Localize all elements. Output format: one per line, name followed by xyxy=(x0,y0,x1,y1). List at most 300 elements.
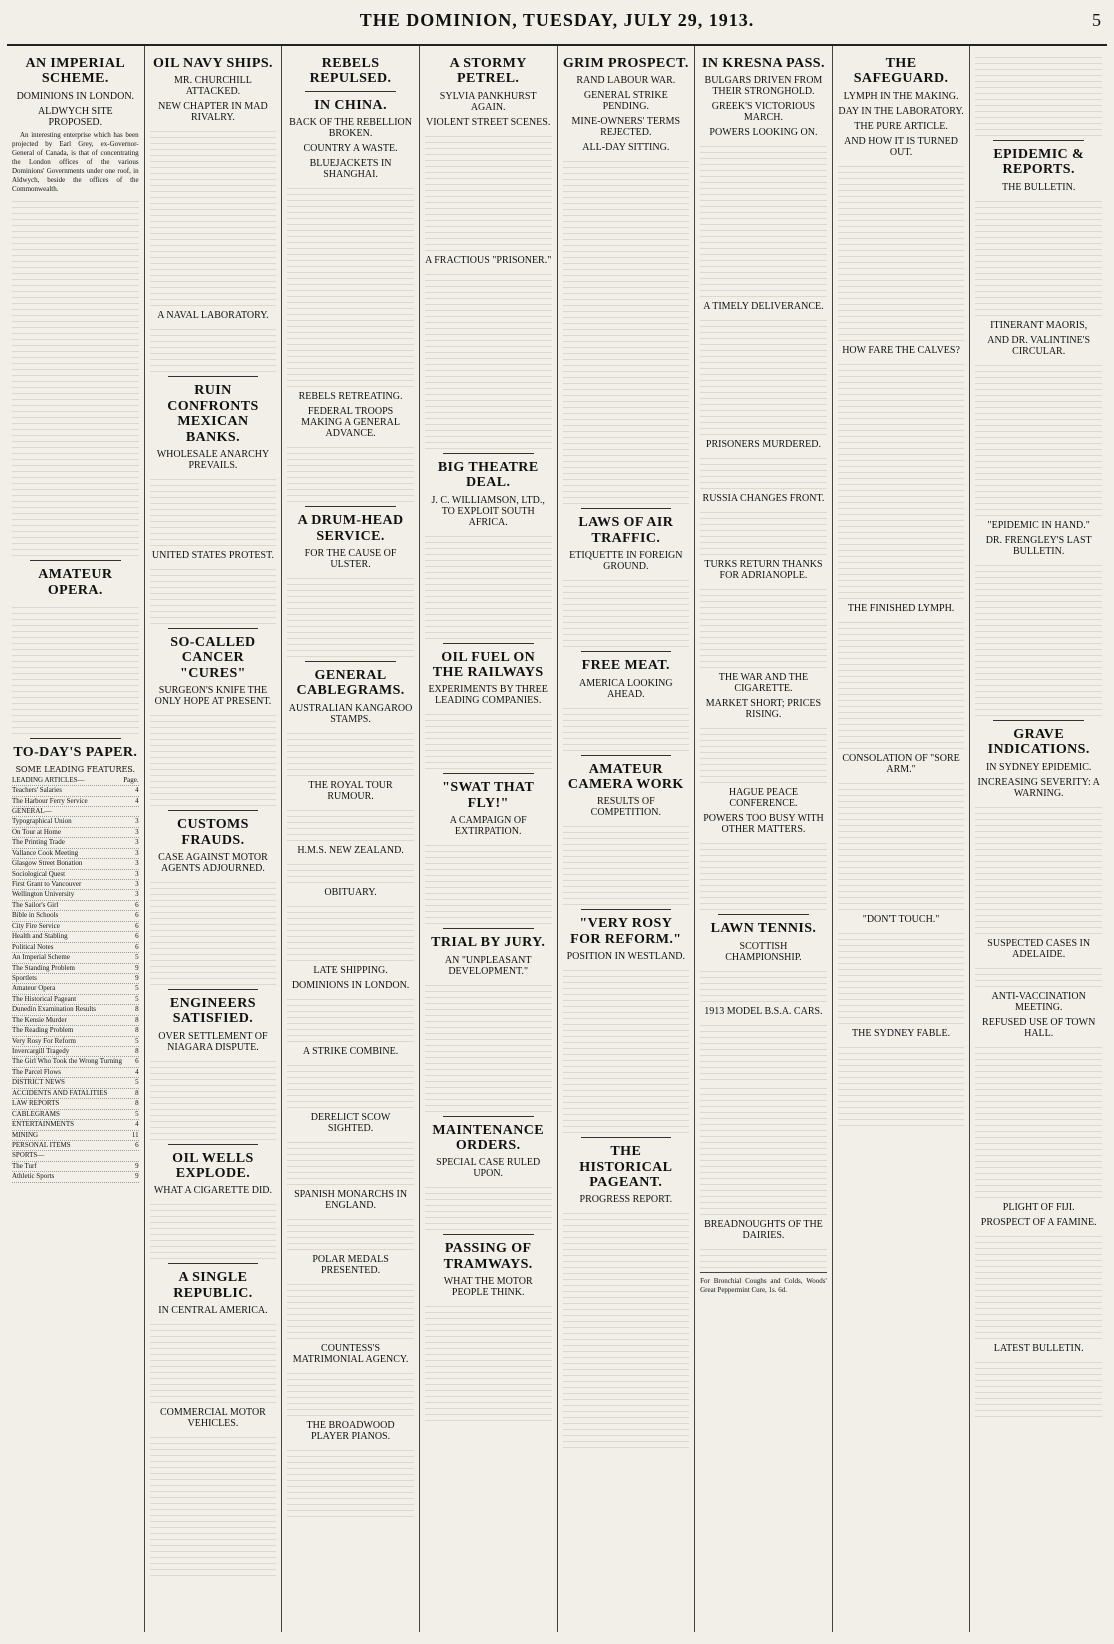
article-subheading: REBELS RETREATING. xyxy=(298,391,403,403)
contents-row xyxy=(12,1057,139,1067)
article-subheading: LYMPH IN THE MAKING. xyxy=(843,90,959,102)
contents-page: 8 xyxy=(135,1099,139,1108)
contents-item: CABLEGRAMS xyxy=(12,1109,60,1118)
article-headline: CUSTOMS FRAUDS. xyxy=(177,817,249,848)
article-headline: SO-CALLED CANCER "CURES" xyxy=(170,634,256,681)
text-lines xyxy=(287,1279,414,1339)
body-text-block xyxy=(150,1319,277,1403)
article-headline: RUIN CONFRONTS MEXICAN BANKS. xyxy=(167,383,259,445)
contents-item: MINING xyxy=(12,1130,39,1139)
text-lines xyxy=(287,183,414,387)
contents-item: City Fire Service xyxy=(12,921,60,930)
contents-page: 6 xyxy=(135,921,139,930)
article-headline: A SINGLE REPUBLIC. xyxy=(173,1270,253,1301)
contents-page: 9 xyxy=(135,1161,139,1170)
body-text-block xyxy=(975,1231,1102,1339)
article-subheading: AND DR. VALINTINE'S CIRCULAR. xyxy=(987,334,1091,357)
body-text-block xyxy=(700,1083,827,1215)
article-subheading: PLIGHT OF FIJI. xyxy=(1002,1201,1075,1213)
column-rule xyxy=(168,1144,259,1145)
article-subheading: SYLVIA PANKHURST AGAIN. xyxy=(439,90,537,113)
contents-page: 8 xyxy=(135,1047,139,1055)
contents-item: Sociological Quest xyxy=(12,869,66,878)
article-subheading: CONSOLATION OF "SORE ARM." xyxy=(842,752,960,775)
article-subheading: WHAT A CIGARETTE DID. xyxy=(153,1185,272,1197)
column-rule xyxy=(581,651,672,652)
text-lines xyxy=(425,709,552,769)
text-lines xyxy=(975,1042,1102,1198)
body-text-block xyxy=(838,617,965,749)
body-text-block xyxy=(150,1056,277,1140)
text-lines xyxy=(700,584,827,668)
contents-item: LEADING ARTICLES— xyxy=(12,775,85,784)
article-subheading: AN "UNPLEASANT DEVELOPMENT." xyxy=(444,954,532,977)
article-subheading: DR. FRENGLEY'S LAST BULLETIN. xyxy=(985,534,1092,557)
body-text-block xyxy=(287,1137,414,1185)
article-subheading: GREEK'S VICTORIOUS MARCH. xyxy=(711,101,816,124)
body-text-block xyxy=(425,840,552,924)
contents-item: The Kensie Murder xyxy=(12,1015,67,1024)
contents-page: 3 xyxy=(135,880,139,888)
text-lines xyxy=(150,564,277,624)
column-rule xyxy=(443,453,534,454)
contents-item: The Standing Problem xyxy=(12,963,75,972)
body-text-block xyxy=(150,710,277,806)
contents-row xyxy=(12,943,139,953)
article-headline: EPIDEMIC & REPORTS. xyxy=(993,147,1085,178)
article-subheading: LATEST BULLETIN. xyxy=(993,1342,1084,1354)
contents-row xyxy=(12,1120,139,1130)
body-text-block xyxy=(700,141,827,297)
column-rule xyxy=(581,909,672,910)
text-lines xyxy=(838,928,965,1024)
article-headline: IN CHINA. xyxy=(314,97,387,113)
contents-page: 4 xyxy=(135,796,139,805)
body-text-block xyxy=(838,161,965,341)
article-paragraph: An interesting enterprise which has been projected by Earl Grey, ex-Governor-General of Canada, is that of concentrating the London offices of the various Dominions' Governments under one roof, in Aldwych, beside the offices of the Commonwealth. xyxy=(12,130,139,193)
contents-item: The Reading Problem xyxy=(12,1026,74,1035)
text-lines xyxy=(975,560,1102,716)
article-headline: PASSING OF TRAMWAYS. xyxy=(443,1241,533,1272)
body-text-block xyxy=(150,324,277,372)
text-lines xyxy=(287,994,414,1042)
article-headline: TO-DAY'S PAPER. xyxy=(13,745,138,761)
body-text-block xyxy=(150,1432,277,1576)
body-text-block xyxy=(150,1199,277,1259)
body-text-block xyxy=(287,859,414,883)
contents-row xyxy=(12,1172,139,1182)
contents-page: 3 xyxy=(135,817,139,826)
article-subheading: ANTI-VACCINATION MEETING. xyxy=(991,990,1086,1013)
article-subheading: WHAT THE MOTOR PEOPLE THINK. xyxy=(443,1276,533,1299)
article-subheading: THE SYDNEY FABLE. xyxy=(852,1027,951,1039)
contents-row xyxy=(12,786,139,796)
article-headline: FREE MEAT. xyxy=(581,658,670,674)
contents-item: SPORTS— xyxy=(12,1151,45,1160)
contents-row xyxy=(12,1141,139,1151)
body-text-block xyxy=(700,507,827,555)
text-lines xyxy=(287,1060,414,1108)
article-subheading: AMERICA LOOKING AHEAD. xyxy=(579,677,673,700)
body-text-block xyxy=(838,1042,965,1126)
article-headline: BIG THEATRE DEAL. xyxy=(437,459,539,491)
article-headline: OIL FUEL ON THE RAILWAYS xyxy=(432,649,544,680)
body-text-block xyxy=(12,196,139,556)
article-subheading: SPANISH MONARCHS IN ENGLAND. xyxy=(294,1188,408,1211)
article-subheading: FEDERAL TROOPS MAKING A GENERAL ADVANCE. xyxy=(301,406,400,440)
body-text-block xyxy=(700,584,827,668)
contents-row xyxy=(12,1089,139,1099)
text-lines xyxy=(700,723,827,783)
body-text-block xyxy=(287,1368,414,1416)
article-subheading: POLAR MEDALS PRESENTED. xyxy=(312,1253,389,1276)
text-lines xyxy=(287,573,414,657)
contents-page: 3 xyxy=(135,890,139,899)
article-subheading: SCOTTISH CHAMPIONSHIP. xyxy=(725,940,802,963)
article-subheading: EXPERIMENTS BY THREE LEADING COMPANIES. xyxy=(428,684,548,707)
text-lines xyxy=(150,1319,277,1403)
text-lines xyxy=(425,269,552,449)
contents-item: Wellington University xyxy=(12,890,75,899)
body-text-block xyxy=(287,994,414,1042)
article-headline: AMATEUR OPERA. xyxy=(38,567,113,598)
contents-row xyxy=(12,849,139,859)
contents-page: 8 xyxy=(135,1088,139,1097)
contents-row xyxy=(12,974,139,984)
body-text-block xyxy=(287,901,414,961)
text-lines xyxy=(287,1445,414,1517)
contents-page: 8 xyxy=(135,1015,139,1024)
body-text-block xyxy=(838,359,965,599)
article-headline: GRIM PROSPECT. xyxy=(562,56,689,71)
text-lines xyxy=(150,710,277,806)
text-lines xyxy=(838,1042,965,1126)
column-3 xyxy=(282,46,420,1632)
body-text-block xyxy=(425,709,552,769)
advertisement: For Bronchial Coughs and Colds, Woods' Great Peppermint Cure, 1s. 6d. xyxy=(700,1272,827,1295)
text-lines xyxy=(975,360,1102,516)
contents-item: The Harbour Ferry Service xyxy=(12,796,88,805)
article-headline: "VERY ROSY FOR REFORM." xyxy=(570,916,682,947)
contents-page: 6 xyxy=(135,1057,139,1066)
article-headline: GRAVE INDICATIONS. xyxy=(987,726,1090,758)
body-text-block xyxy=(150,564,277,624)
contents-page: 5 xyxy=(135,994,139,1003)
article-headline: LAWN TENNIS. xyxy=(710,921,817,937)
article-subheading: COUNTRY A WASTE. xyxy=(303,143,398,155)
article-subheading: SUSPECTED CASES IN ADELAIDE. xyxy=(987,937,1091,960)
contents-row xyxy=(12,807,139,817)
contents-item: The Sailor's Girl xyxy=(12,900,59,909)
contents-page: 3 xyxy=(135,838,139,847)
article-subheading: A TIMELY DELIVERANCE. xyxy=(703,301,824,313)
column-rule xyxy=(993,720,1084,721)
article-subheading: COUNTESS'S MATRIMONIAL AGENCY. xyxy=(292,1342,409,1365)
body-text-block xyxy=(700,453,827,489)
text-lines xyxy=(150,877,277,985)
contents-row xyxy=(12,953,139,963)
text-lines xyxy=(838,617,965,749)
contents-row xyxy=(12,1037,139,1047)
text-lines xyxy=(425,980,552,1112)
contents-item: The Printing Trade xyxy=(12,838,65,847)
article-subheading: THE WAR AND THE CIGARETTE. xyxy=(718,672,809,695)
article-headline: MAINTENANCE ORDERS. xyxy=(432,1122,545,1153)
article-subheading: COMMERCIAL MOTOR VEHICLES. xyxy=(160,1407,266,1430)
article-subheading: IN SYDNEY EPIDEMIC. xyxy=(985,761,1092,773)
column-rule xyxy=(168,376,259,377)
article-headline: A DRUM-HEAD SERVICE. xyxy=(297,513,404,544)
article-subheading: SPECIAL CASE RULED UPON. xyxy=(436,1157,541,1180)
text-lines xyxy=(563,703,690,751)
article-subheading: REFUSED USE OF TOWN HALL. xyxy=(982,1016,1096,1039)
article-subheading: WHOLESALE ANARCHY PREVAILS. xyxy=(156,448,270,471)
article-subheading: DAY IN THE LABORATORY. xyxy=(838,105,964,117)
contents-row xyxy=(12,995,139,1005)
column-rule xyxy=(443,928,534,929)
article-headline: REBELS REPULSED. xyxy=(309,56,392,87)
article-subheading: ALDWYCH SITE PROPOSED. xyxy=(37,105,113,128)
text-lines xyxy=(287,1214,414,1250)
contents-row xyxy=(12,1110,139,1120)
contents-item: Glasgow Street Bonation xyxy=(12,859,83,868)
contents-item: Teachers' Salaries xyxy=(12,786,62,795)
contents-item: First Grant to Vancouver xyxy=(12,880,82,888)
contents-page: 3 xyxy=(135,859,139,868)
contents-item: On Tour at Home xyxy=(12,827,61,836)
contents-item: DISTRICT NEWS xyxy=(12,1078,65,1087)
contents-page: 9 xyxy=(135,963,139,972)
contents-row xyxy=(12,964,139,974)
contents-item: Invercargill Tragedy xyxy=(12,1047,70,1055)
column-rule xyxy=(305,91,396,92)
column-rule xyxy=(168,989,259,990)
article-subheading: MR. CHURCHILL ATTACKED. xyxy=(174,75,252,98)
contents-row xyxy=(12,1151,139,1161)
article-headline: IN KRESNA PASS. xyxy=(702,56,825,71)
text-lines xyxy=(425,131,552,251)
masthead xyxy=(7,4,1107,46)
body-text-block xyxy=(700,1244,827,1268)
column-rule xyxy=(168,628,259,629)
text-lines xyxy=(975,1357,1102,1417)
text-lines xyxy=(700,141,827,297)
column-rule xyxy=(443,1116,534,1117)
contents-page: 6 xyxy=(135,942,139,951)
column-7 xyxy=(833,46,971,1632)
article-subheading: DERELICT SCOW SIGHTED. xyxy=(310,1111,391,1134)
contents-list xyxy=(12,776,139,1183)
column-rule xyxy=(443,773,534,774)
contents-page: 5 xyxy=(135,1078,139,1087)
article-subheading: RUSSIA CHANGES FRONT. xyxy=(702,493,825,505)
body-text-block xyxy=(563,821,690,905)
article-subheading: PRISONERS MURDERED. xyxy=(705,439,821,451)
contents-row xyxy=(12,890,139,900)
article-subheading: A CAMPAIGN OF EXTIRPATION. xyxy=(449,815,527,838)
text-lines xyxy=(975,802,1102,934)
article-subheading: AUSTRALIAN KANGAROO STAMPS. xyxy=(288,702,413,725)
contents-row xyxy=(12,1099,139,1109)
article-subheading: BREADNOUGHTS OF THE DAIRIES. xyxy=(704,1218,823,1241)
text-lines xyxy=(563,156,690,504)
article-subheading: ALL-DAY SITTING. xyxy=(582,142,670,154)
text-lines xyxy=(425,1182,552,1230)
text-lines xyxy=(700,453,827,489)
column-rule xyxy=(581,755,672,756)
body-text-block xyxy=(563,575,690,647)
article-headline: TRIAL BY JURY. xyxy=(431,935,546,951)
text-lines xyxy=(700,315,827,435)
contents-row xyxy=(12,901,139,911)
body-text-block xyxy=(975,560,1102,716)
text-lines xyxy=(838,778,965,910)
contents-row xyxy=(12,1016,139,1026)
body-text-block xyxy=(150,474,277,546)
article-subheading: A STRIKE COMBINE. xyxy=(302,1045,399,1057)
article-subheading: THE ROYAL TOUR RUMOUR. xyxy=(308,779,393,802)
column-1 xyxy=(7,46,145,1632)
body-text-block xyxy=(425,269,552,449)
column-rule xyxy=(443,643,534,644)
body-text-block xyxy=(700,838,827,910)
body-text-block xyxy=(975,360,1102,516)
column-2 xyxy=(145,46,283,1632)
article-subheading: UNITED STATES PROTEST. xyxy=(151,549,274,561)
contents-row xyxy=(12,880,139,890)
text-lines xyxy=(287,728,414,776)
contents-row xyxy=(12,1005,139,1015)
column-rule xyxy=(581,508,672,509)
text-lines xyxy=(425,840,552,924)
text-lines xyxy=(150,1432,277,1576)
text-lines xyxy=(700,1020,827,1080)
article-subheading: H.M.S. NEW ZEALAND. xyxy=(297,844,404,856)
body-text-block xyxy=(975,196,1102,316)
body-text-block xyxy=(287,1279,414,1339)
article-headline: LAWS OF AIR TRAFFIC. xyxy=(578,515,674,546)
body-text-block xyxy=(563,703,690,751)
article-subheading: RAND LABOUR WAR. xyxy=(576,75,676,87)
contents-item: Athletic Sports xyxy=(12,1172,55,1181)
body-text-block xyxy=(975,802,1102,934)
article-subheading: OVER SETTLEMENT OF NIAGARA DISPUTE. xyxy=(158,1030,268,1053)
page-number: 5 xyxy=(1092,10,1101,30)
body-text-block xyxy=(700,1020,827,1080)
body-text-block xyxy=(975,52,1102,136)
article-subheading: J. C. WILLIAMSON, LTD., TO EXPLOIT SOUTH AFRICA. xyxy=(431,494,545,528)
text-lines xyxy=(700,1244,827,1268)
article-subheading: BACK OF THE REBELLION BROKEN. xyxy=(289,117,412,140)
article-headline: GENERAL CABLEGRAMS. xyxy=(296,667,405,699)
body-text-block xyxy=(563,156,690,504)
contents-item: Vallance Cook Meeting xyxy=(12,848,79,857)
text-lines xyxy=(563,965,690,1133)
column-rule xyxy=(581,1137,672,1138)
text-lines xyxy=(563,821,690,905)
article-subheading: THE BULLETIN. xyxy=(1002,181,1076,193)
contents-page: 5 xyxy=(135,953,139,962)
text-lines xyxy=(150,474,277,546)
contents-item: Political Notes xyxy=(12,942,54,951)
column-rule xyxy=(718,914,809,915)
article-subheading: 1913 MODEL B.S.A. CARS. xyxy=(704,1005,823,1017)
text-lines xyxy=(425,531,552,639)
contents-page: 4 xyxy=(135,1067,139,1076)
contents-item: ACCIDENTS AND FATALITIES xyxy=(12,1088,108,1097)
contents-page: Page. xyxy=(123,775,139,784)
newspaper-page xyxy=(7,4,1107,1634)
text-lines xyxy=(287,859,414,883)
contents-page: 6 xyxy=(135,911,139,920)
contents-page: 3 xyxy=(135,848,139,857)
contents-page: 11 xyxy=(131,1130,139,1139)
contents-page: 3 xyxy=(135,869,139,878)
article-subheading: "DON'T TOUCH." xyxy=(862,913,940,925)
columns xyxy=(7,46,1107,1632)
body-text-block xyxy=(287,728,414,776)
contents-item: Dunedin Examination Results xyxy=(12,1005,96,1014)
article-subheading: RESULTS OF COMPETITION. xyxy=(590,796,661,819)
text-lines xyxy=(287,901,414,961)
body-text-block xyxy=(425,1182,552,1230)
text-lines xyxy=(287,805,414,841)
contents-item: Amateur Opera xyxy=(12,984,56,993)
contents-row xyxy=(12,1026,139,1036)
contents-item: An Imperial Scheme xyxy=(12,953,70,962)
article-subheading: HOW FARE THE CALVES? xyxy=(842,344,960,356)
contents-row xyxy=(12,797,139,807)
column-4 xyxy=(420,46,558,1632)
article-subheading: ETIQUETTE IN FOREIGN GROUND. xyxy=(569,550,683,573)
contents-item: The Girl Who Took the Wrong Turning xyxy=(12,1057,123,1066)
text-lines xyxy=(12,196,139,556)
article-subheading: DOMINIONS IN LONDON. xyxy=(291,979,410,991)
article-headline: A STORMY PETREL. xyxy=(449,56,527,87)
article-subheading: PROGRESS REPORT. xyxy=(579,1194,673,1206)
article-subheading: INCREASING SEVERITY: A WARNING. xyxy=(977,776,1100,799)
contents-item: GENERAL— xyxy=(12,806,52,815)
contents-row xyxy=(12,859,139,869)
contents-item: LAW REPORTS xyxy=(12,1099,60,1108)
contents-item: Health and Stabling xyxy=(12,932,68,941)
body-text-block xyxy=(12,602,139,734)
text-lines xyxy=(700,507,827,555)
article-subheading: HAGUE PEACE CONFERENCE. xyxy=(728,787,799,810)
contents-row xyxy=(12,1162,139,1172)
column-rule xyxy=(168,1263,259,1264)
masthead-title: THE DOMINION, TUESDAY, JULY 29, 1913. xyxy=(359,10,755,30)
article-subheading: OBITUARY. xyxy=(324,886,377,898)
article-subheading: CASE AGAINST MOTOR AGENTS ADJOURNED. xyxy=(158,851,268,874)
toc-subtitle: SOME LEADING FEATURES. xyxy=(15,764,136,774)
article-subheading: AND HOW IT IS TURNED OUT. xyxy=(844,135,958,158)
body-text-block xyxy=(287,573,414,657)
article-subheading: DOMINIONS IN LONDON. xyxy=(16,90,135,102)
contents-item: Very Rosy For Reform xyxy=(12,1036,76,1045)
body-text-block xyxy=(975,1357,1102,1417)
article-subheading: POWERS TOO BUSY WITH OTHER MATTERS. xyxy=(703,813,824,836)
article-headline: THE SAFEGUARD. xyxy=(853,56,949,87)
column-rule xyxy=(443,1234,534,1235)
body-text-block xyxy=(150,126,277,306)
text-lines xyxy=(700,966,827,1002)
article-subheading: LATE SHIPPING. xyxy=(313,964,388,976)
body-text-block xyxy=(975,963,1102,987)
text-lines xyxy=(838,359,965,599)
article-subheading: PROSPECT OF A FAMINE. xyxy=(980,1216,1097,1228)
contents-page: 6 xyxy=(135,900,139,909)
